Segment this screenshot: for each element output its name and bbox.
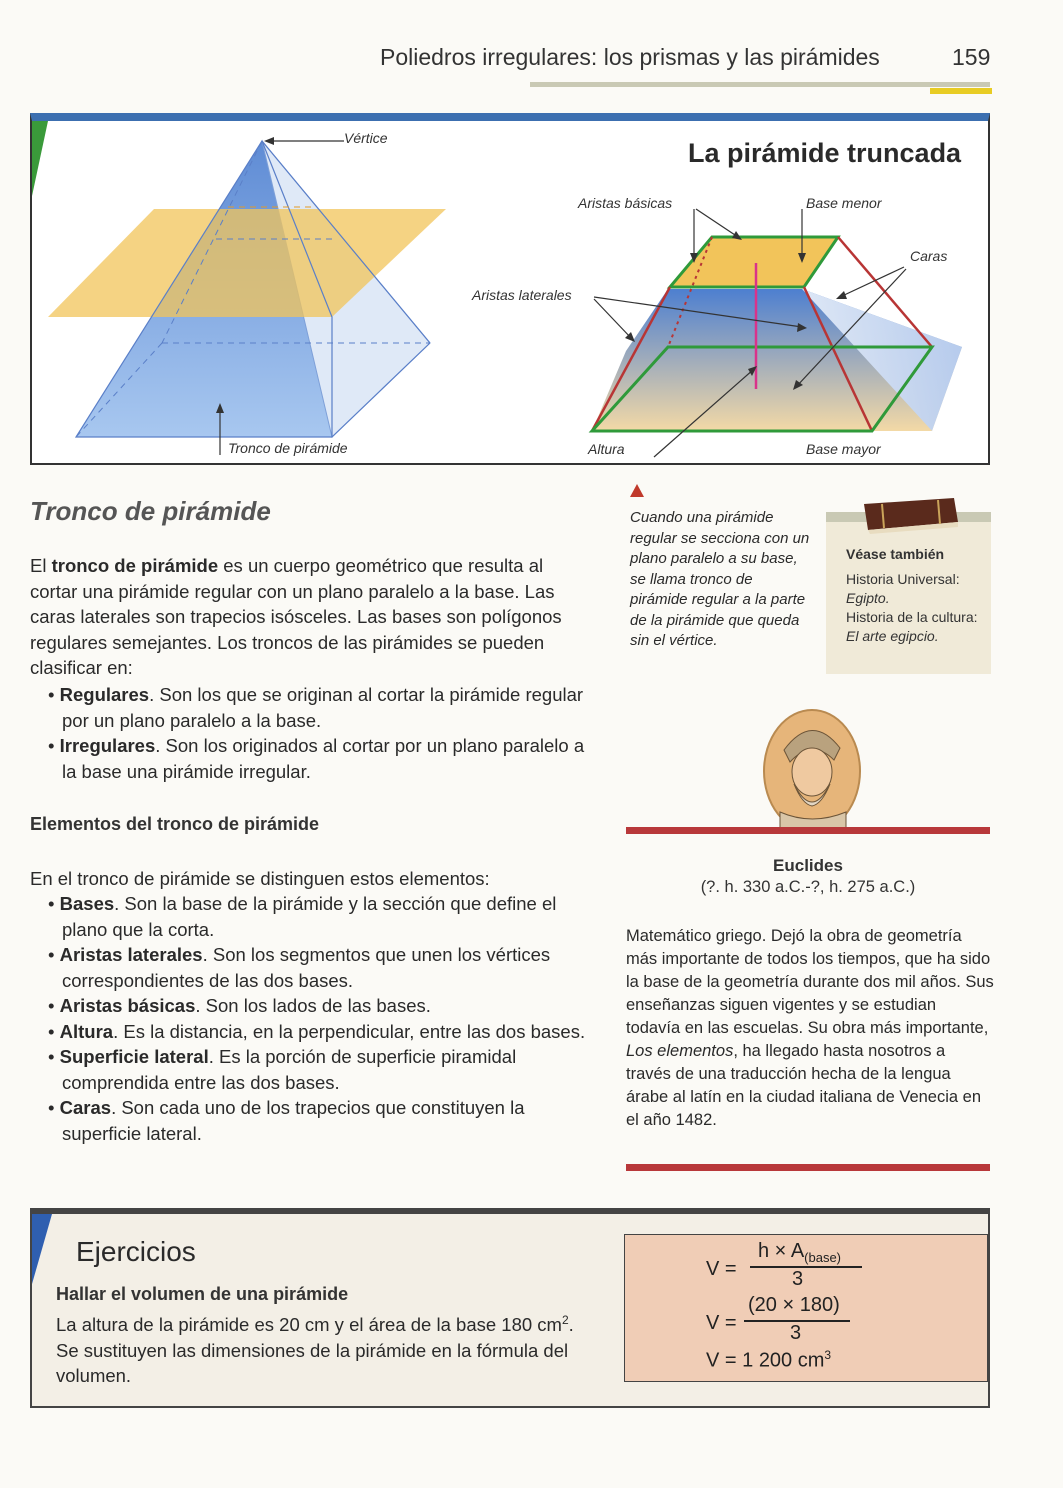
bio-dates: (?. h. 330 a.C.-?, h. 275 a.C.) [700,878,916,896]
divider-top [626,827,990,834]
formula-v2-label: V = [706,1312,737,1334]
list-item: • Regulares. Son los que se originan al cortar la pirámide regular por un plano paralelo a la base. [48,684,584,731]
fraction-bar-1 [750,1266,862,1268]
label-altura: Altura [588,441,625,457]
side-note: Cuando una pirámide regular se secciona con un plano paralelo a su base, se llama tronco de pirámide regular a la parte de la pirámide que queda sin el vértice. [630,509,810,649]
exercise-accent [32,1214,72,1294]
formula-v1-label: V = [706,1258,737,1280]
page-number: 159 [952,44,991,70]
page-header-title: Poliedros irregulares: los prismas y las pirámides [380,44,880,70]
formula-denominator-2: 3 [790,1322,802,1344]
base-menor-shape [670,237,838,287]
book-icon [858,494,962,534]
label-tronco: Tronco de pirámide [228,440,348,456]
exercise-title: Ejercicios [76,1236,196,1267]
exercise-text: La altura de la pirámide es 20 cm y el área de la base 180 $cm^2$. Se sustituyen las dimensiones de la pirámide en la fórmula del volumen. [56,1313,574,1387]
section-title: Tronco de pirámide [30,496,271,526]
corner-accent [32,121,48,196]
label-base-mayor: Base mayor [806,441,881,457]
subheading: Elementos del tronco de pirámide [30,814,320,834]
formula-denominator-1: 3 [792,1268,804,1290]
formula-result: V = 1 200 $cm^3$ [706,1348,832,1372]
formula-numerator-1: $h \times A_{(base)}$ [758,1240,842,1265]
list-item: • Bases. Son la base de la pirámide y la sección que define el plano que la corta. [48,893,557,940]
elements-intro: En el tronco de pirámide se distinguen estos elementos: [30,868,490,889]
label-aristas-basicas: Aristas básicas [578,195,673,211]
list-item: • Aristas laterales. Son los segmentos que unen los vértices correspondientes de las dos bases. [48,944,551,991]
elements-list [48,891,590,1146]
formula-numerator-2: (20 × 180) [748,1294,840,1316]
header-accent [930,88,992,94]
euclid-portrait [762,708,862,834]
label-vertice: Vértice [344,130,388,146]
bio-name: Euclides [773,856,843,875]
intro-paragraph: El tronco de pirámide es un cuerpo geométrico que resulta al cortar una pirámide regular con un plano paralelo a la base. Las caras laterales son trapecios isósceles. Las bases son polígonos regulares semejantes. Los troncos de las pirámides se pueden clasificar en: [30,555,562,678]
divider-bottom [626,1164,990,1171]
bio-text: Matemático griego. Dejó la obra de geometría más importante de todos los tiempos, que ha sido la base de la geometría durante dos mil años. Sus enseñanzas siguen vigentes y se estudian todavía en las escuelas. Su obra más importante, Los elementos, ha llegado hasta nosotros a través de una traducción hecha de la lengua árabe al latín en la ciudad italiana de Venecia en el año 1482. [626,927,994,1129]
list-item: • Superficie lateral. Es la porción de superficie piramidal comprendida entre las dos bases. [48,1046,517,1093]
exercise-subtitle: Hallar el volumen de una pirámide [56,1284,349,1304]
label-base-menor: Base menor [806,195,882,211]
triangle-marker-icon [630,484,644,497]
label-aristas-laterales: Aristas laterales [472,287,572,303]
list-item: • Aristas básicas. Son los lados de las bases. [48,995,431,1016]
list-item: • Caras. Son cada uno de los trapecios que constituyen la superficie lateral. [48,1097,525,1144]
list-item: • Irregulares. Son los originados al cortar por un plano paralelo a la base una pirámide irregular. [48,735,585,782]
see-also-title: Véase también [846,546,945,562]
label-caras: Caras [910,248,948,264]
see-also-text: Historia Universal: Egipto. Historia de la cultura: El arte egipcio. [846,571,978,644]
list-item: • Altura. Es la distancia, en la perpendicular, entre las dos bases. [48,1020,586,1042]
header-rule [530,82,990,87]
classification-list [48,682,590,784]
figure-title: La pirámide truncada [688,138,962,168]
